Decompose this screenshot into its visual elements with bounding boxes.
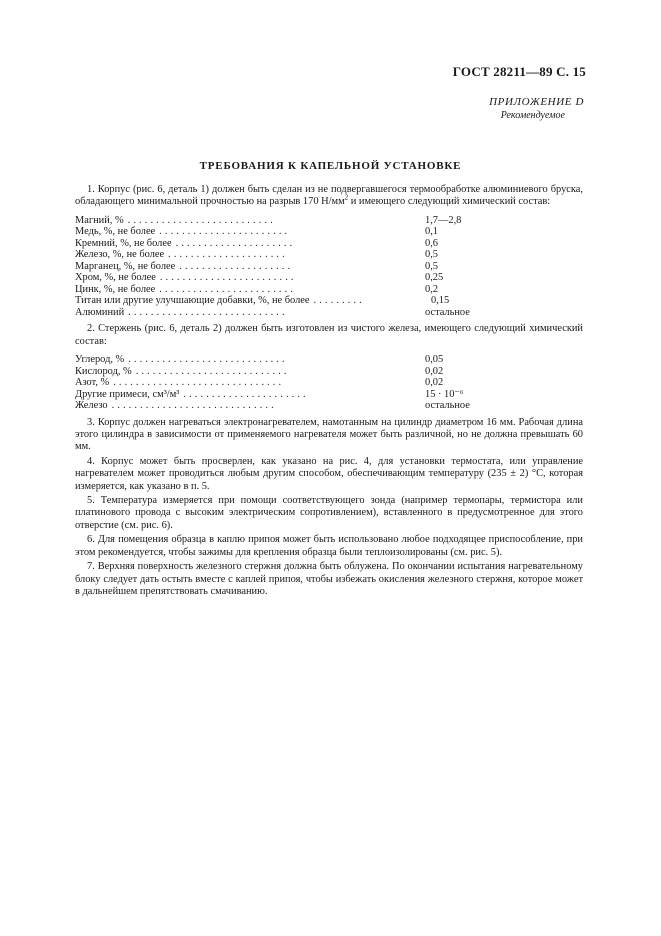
appendix-label: ПРИЛОЖЕНИЕ D: [489, 96, 584, 108]
composition-row: Хром, %, не более ........................ 0,25: [75, 272, 444, 284]
paragraph-3: 3. Корпус должен нагреваться электронагревателем, намотанным на цилиндр диаметром 16 мм. Рабочая длина этого цилиндра в зависимости от применяемого нагревателя может быть различной, но не должна превышать 60 мм.: [75, 416, 583, 453]
composition-row: Алюминий ............................ остальное: [75, 306, 470, 318]
composition-row: Железо, %, не более ..................... 0,5: [75, 249, 438, 261]
composition-list-iron: [75, 354, 583, 412]
composition-list-aluminium: [75, 215, 583, 319]
paragraph-5: 5. Температура измеряется при помощи соответствующего зонда (например термопары, термистора или платинового провода с высоким электрическим сопротивлением), вставленного в предусмотренное для этого отверстие (см. рис. 6).: [75, 495, 583, 531]
composition-row: Азот, % .............................. 0,02: [75, 377, 444, 389]
composition-row: Кремний, %, не более ..................... 0,6: [75, 237, 438, 249]
composition-row: Магний, % .......................... 1,7—2,8: [75, 214, 462, 226]
section-title: ТРЕБОВАНИЯ К КАПЕЛЬНОЙ УСТАНОВКЕ: [199, 160, 462, 172]
composition-row: Титан или другие улучшающие добавки, %, не более ......... 0,15: [75, 295, 450, 307]
document-body: [75, 184, 583, 598]
page-header: ГОСТ 28211—89 С. 15: [452, 64, 586, 79]
paragraph-6: 6. Для помещения образца в каплю припоя может быть использовано любое подходящее приспособление, при этом рекомендуется, чтобы зажимы для крепления образца были теплоизолированы (см. рис. 5).: [75, 534, 583, 558]
composition-row: Кислород, % ........................... 0,02: [75, 365, 444, 377]
composition-row: Углерод, % ............................ 0,05: [75, 354, 444, 366]
paragraph-4: 4. Корпус может быть просверлен, как указано на рис. 4, для установки термостата, или управление нагревателем может проводиться любым другим способом, обеспечивающим температуру (235 ± 2) °С, которая измеряется, как указано в п. 5.: [75, 455, 583, 492]
composition-row: Медь, %, не более ....................... 0,1: [75, 226, 438, 238]
composition-row: Цинк, %, не более ........................ 0,2: [75, 283, 438, 295]
paragraph-7: 7. Верхняя поверхность железного стержня должна быть облужена. По окончании испытания нагревательному блоку следует дать остыть вместе с каплей припоя, чтобы избежать окисления железного стержня, которое может в дальнейшем препятствовать смачиванию.: [75, 561, 583, 597]
paragraph-2: 2. Стержень (рис. 6, деталь 2) должен быть изготовлен из чистого железа, имеющего следующий химический состав:: [75, 323, 583, 347]
composition-row: Железо ............................. остальное: [75, 400, 470, 412]
paragraph-1: 1. Корпус (рис. 6, деталь 1) должен быть сделан из не подвергавшегося термообработке алюминиевого бруска, обладающего минимальной прочностью на разрыв 170 $Н/мм^2$ и имеющего следующий химический состав:: [75, 184, 583, 208]
composition-row: Марганец, %, не более .................... 0,5: [75, 260, 438, 272]
composition-row: Другие примеси, см³/м³ ...................... 15 · 10⁻⁶: [75, 388, 464, 400]
appendix-status: Рекомендуемое: [500, 110, 565, 121]
